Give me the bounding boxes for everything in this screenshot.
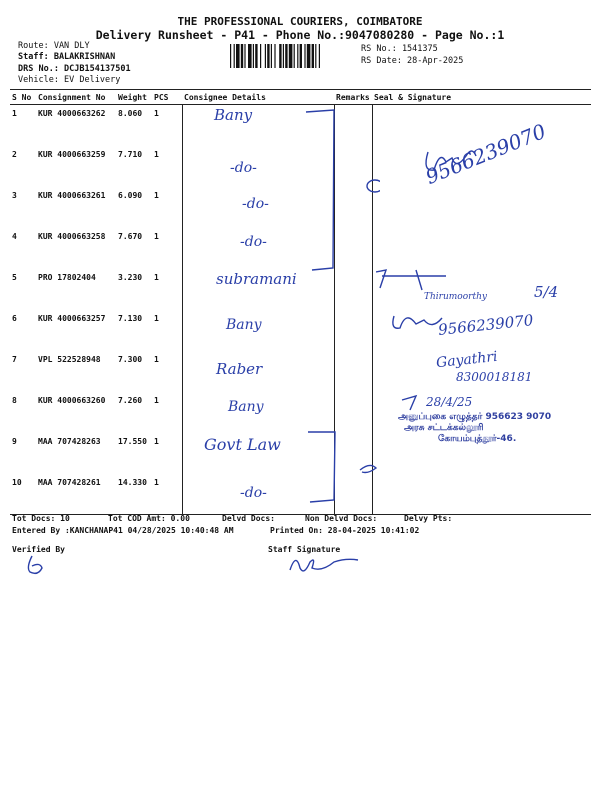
handwritten-consignee: -do- xyxy=(242,196,269,212)
signature-phone: 9566239070 xyxy=(437,311,535,339)
cell-consignment: VPL 522528948 xyxy=(38,355,101,364)
non-delivered-docs: Non Delvd Docs: xyxy=(305,514,378,523)
signature-phone: 9566239070 xyxy=(422,119,550,189)
total-docs: Tot Docs: 10 xyxy=(12,514,70,523)
col-header-consignment: Consignment No xyxy=(36,90,116,105)
company-title: THE PROFESSIONAL COURIERS, COIMBATORE xyxy=(177,15,423,28)
seal-line: அரசு சட்டக்கல்லூரி xyxy=(404,423,484,433)
staff-signature xyxy=(282,550,362,578)
handwritten-consignee: Govt Law xyxy=(204,435,281,454)
cell-sno: 6 xyxy=(12,314,17,323)
cell-pcs: 1 xyxy=(154,273,159,282)
cell-consignment: KUR 4000663260 xyxy=(38,396,106,405)
total-cod: Tot COD Amt: 0.00 xyxy=(108,514,190,523)
handwritten-consignee: -do- xyxy=(240,485,267,501)
signature-name: Thirumoorthy xyxy=(424,292,487,302)
cell-weight: 8.060 xyxy=(118,109,143,118)
route-label: Route: VAN DLY xyxy=(18,41,90,51)
signature-date: 28/4/25 xyxy=(426,395,473,409)
cell-weight: 7.670 xyxy=(118,232,143,241)
cell-consignment: MAA 707428263 xyxy=(38,437,101,446)
col-header-seal: Seal & Signature xyxy=(372,90,591,105)
signature-phone: 8300018181 xyxy=(456,370,533,384)
handwritten-consignee: Raber xyxy=(216,360,263,378)
cell-weight: 7.300 xyxy=(118,355,143,364)
cell-seal xyxy=(372,474,591,515)
staff-label: Staff: BALAKRISHNAN xyxy=(18,52,116,62)
seal-line: அனுப்புகை எழுத்தர் 956623 9070 xyxy=(398,412,552,422)
printed-on: Printed On: 28-04-2025 10:41:02 xyxy=(270,526,420,535)
cell-sno: 2 xyxy=(12,150,17,159)
cell-pcs: 1 xyxy=(154,109,159,118)
cell-sno: 9 xyxy=(12,437,17,446)
cell-pcs: 1 xyxy=(152,474,182,515)
rs-date: RS Date: 28-Apr-2025 xyxy=(361,56,464,66)
cell-pcs: 1 xyxy=(154,150,159,159)
col-header-pcs: PCS xyxy=(152,90,182,105)
cell-sno: 1 xyxy=(12,109,17,118)
cell-pcs: 1 xyxy=(154,232,159,241)
cell-sno: 7 xyxy=(12,355,17,364)
handwritten-consignee: -do- xyxy=(240,234,267,250)
cell-consignment: KUR 4000663261 xyxy=(38,191,106,200)
cell-pcs: 1 xyxy=(154,355,159,364)
cell-pcs: 1 xyxy=(154,437,159,446)
cell-sno: 8 xyxy=(12,396,17,405)
cell-sno: 3 xyxy=(12,191,17,200)
vehicle-label: Vehicle: EV Delivery xyxy=(18,75,121,85)
handwritten-consignee: Bany xyxy=(214,106,253,124)
cell-weight: 14.330 xyxy=(116,474,152,515)
col-header-consignee: Consignee Details xyxy=(182,90,334,105)
cell-consignment: KUR 4000663258 xyxy=(38,232,106,241)
cell-weight: 6.090 xyxy=(118,191,143,200)
staff-signature-label: Staff Signature xyxy=(268,545,341,554)
cell-weight: 17.550 xyxy=(118,437,147,446)
verified-by-label: Verified By xyxy=(12,545,65,554)
seal-line: கோயம்புத்தூர்-46. xyxy=(438,434,517,444)
delivered-docs: Delvd Docs: xyxy=(222,514,275,523)
cell-consignment: KUR 4000663259 xyxy=(38,150,106,159)
col-header-weight: Weight xyxy=(116,90,152,105)
rs-number: RS No.: 1541375 xyxy=(361,44,438,54)
runsheet-subtitle: Delivery Runsheet - P41 - Phone No.:9047080280 - Page No.:1 xyxy=(95,28,505,42)
handwritten-consignee: Bany xyxy=(226,317,262,333)
signature-note: 5/4 xyxy=(534,283,559,301)
col-header-sno: S No xyxy=(10,90,36,105)
handwritten-consignee: Bany xyxy=(228,399,264,415)
col-header-remarks: Remarks xyxy=(334,90,372,105)
cell-pcs: 1 xyxy=(154,191,159,200)
handwritten-consignee: -do- xyxy=(230,160,257,176)
entered-by: Entered By :KANCHANAP41 04/28/2025 10:40:48 AM xyxy=(12,526,234,535)
cell-consignment: PRO 17802404 xyxy=(38,273,96,282)
delivery-points: Delvy Pts: xyxy=(404,514,453,523)
cell-consignment: KUR 4000663257 xyxy=(38,314,106,323)
cell-weight: 7.130 xyxy=(118,314,143,323)
barcode-icon xyxy=(230,44,356,68)
cell-sno: 10 xyxy=(10,474,36,515)
cell-weight: 3.230 xyxy=(118,273,143,282)
verifier-signature xyxy=(20,554,60,578)
cell-pcs: 1 xyxy=(154,396,159,405)
cell-weight: 7.710 xyxy=(118,150,143,159)
signature-scribbles xyxy=(376,100,596,420)
handwritten-consignee: subramani xyxy=(216,270,297,288)
cell-pcs: 1 xyxy=(154,314,159,323)
cell-sno: 4 xyxy=(12,232,17,241)
cell-sno: 5 xyxy=(12,273,17,282)
signature-name: Gayathri xyxy=(435,348,499,372)
cell-consignment: KUR 4000663262 xyxy=(38,109,106,118)
bracket-strokes xyxy=(300,100,380,510)
drs-label: DRS No.: DCJB154137501 xyxy=(18,64,131,74)
cell-consignment: MAA 707428261 xyxy=(36,474,116,515)
cell-weight: 7.260 xyxy=(118,396,143,405)
